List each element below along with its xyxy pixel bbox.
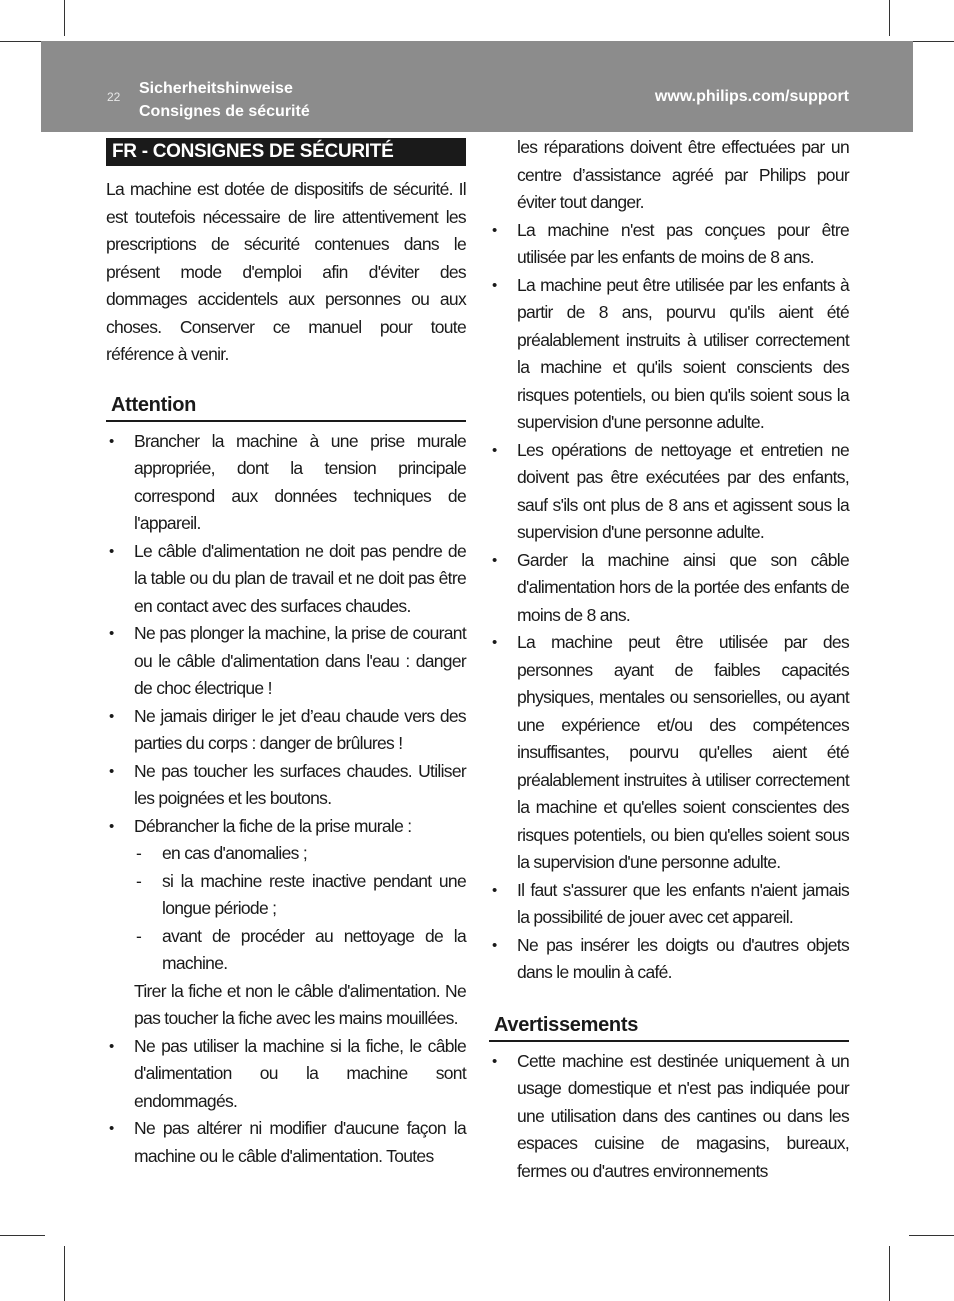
- list-item: • Brancher la machine à une prise murale appropriée, dont la tension principale correspond aux données techniques de l'appareil.: [106, 428, 466, 538]
- list-item: • La machine n'est pas conçues pour être utilisée par les enfants de moins de 8 ans.: [489, 217, 849, 272]
- sub-list-item: - avant de procéder au nettoyage de la machine.: [134, 923, 466, 978]
- crop-mark: [0, 41, 45, 42]
- support-url: www.philips.com/support: [654, 88, 849, 105]
- unplug-note: Tirer la fiche et non le câble d'alimentation. Ne pas toucher la fiche avec les mains mouillées.: [134, 980, 466, 1028]
- sub-list-item: - si la machine reste inactive pendant une longue période ;: [134, 868, 466, 923]
- left-column: [106, 138, 466, 1170]
- list-item: • Ne pas insérer les doigts ou d'autres objets dans le moulin à café.: [489, 932, 849, 987]
- list-item: • Ne pas toucher les surfaces chaudes. Utiliser les poignées et les boutons.: [106, 758, 466, 813]
- repair-text-continued: les réparations doivent être effectuées par un centre d’assistance agréé par Philips pour éviter tout danger.: [517, 137, 849, 212]
- page-number: 22: [107, 90, 121, 104]
- section-title: FR - CONSIGNES DE SÉCURITÉ: [106, 138, 466, 166]
- crop-mark: [64, 1246, 65, 1301]
- attention-list: [106, 428, 466, 1171]
- unplug-sublist: [134, 840, 466, 978]
- attention-heading: Attention: [106, 391, 466, 422]
- list-item-unplug: [106, 813, 466, 1033]
- list-item: • Garder la machine ainsi que son câble d'alimentation hors de la portée des enfants de moins de 8 ans.: [489, 547, 849, 630]
- crop-mark: [909, 1235, 954, 1236]
- header-title-fr: Consignes de sécurité: [139, 103, 310, 120]
- unplug-lead: Débrancher la fiche de la prise murale :: [134, 815, 412, 836]
- sub-list-item: - en cas d'anomalies ;: [134, 840, 466, 868]
- list-item: • Ne jamais diriger le jet d’eau chaude vers des parties du corps : danger de brûlures !: [106, 703, 466, 758]
- right-column: [489, 134, 849, 1185]
- list-item: • Les opérations de nettoyage et entretien ne doivent pas être exécutées par des enfants, sauf s'ils ont plus de 8 ans et agissent sous la supervision d'une personne adulte.: [489, 437, 849, 547]
- repair-text-start: Ne pas altérer ni modifier d'aucune façon la machine ou le câble d'alimentation. Toutes: [134, 1118, 466, 1166]
- crop-mark: [64, 0, 65, 36]
- header-title: [139, 77, 310, 123]
- page-header: [41, 41, 913, 132]
- list-item: • Ne pas utiliser la machine si la fiche, le câble d'alimentation ou la machine sont endommagés.: [106, 1033, 466, 1116]
- intro-paragraph: La machine est dotée de dispositifs de sécurité. Il est toutefois nécessaire de lire attentivement les prescriptions de sécurité contenues dans le présent mode d'emploi afin d'éviter des dommages accidentels aux personnes ou aux choses. Conserver ce manuel pour toute référence à venir.: [106, 179, 466, 364]
- list-item: • Ne pas plonger la machine, la prise de courant ou le câble d'alimentation dans l'eau : danger de choc électrique !: [106, 620, 466, 703]
- crop-mark: [889, 0, 890, 36]
- crop-mark: [889, 1246, 890, 1301]
- list-item: • Il faut s'assurer que les enfants n'aient jamais la possibilité de jouer avec cet appareil.: [489, 877, 849, 932]
- list-item-continued: [106, 1115, 466, 1170]
- crop-mark: [909, 41, 954, 42]
- list-item: • Le câble d'alimentation ne doit pas pendre de la table ou du plan de travail et ne doit pas être en contact avec des surfaces chaudes.: [106, 538, 466, 621]
- list-item: • Cette machine est destinée uniquement à un usage domestique et n'est pas indiquée pour une utilisation dans des cantines ou dans les espaces cuisine de magasins, bureaux, fermes ou d'autres environnements: [489, 1048, 849, 1186]
- warnings-heading: Avertissements: [489, 1011, 849, 1042]
- warnings-list: [489, 1048, 849, 1186]
- attention-list-continued: [489, 217, 849, 987]
- header-title-de: Sicherheitshinweise: [139, 80, 293, 97]
- list-item: • La machine peut être utilisée par les enfants à partir de 8 ans, pourvu qu'ils aient été préalablement instruits à utiliser correctement la machine et qu'ils soient conscients des risques potentiels, ou bien qu'ils soient sous la supervision d'une personne adulte.: [489, 272, 849, 437]
- list-item: • La machine peut être utilisée par des personnes ayant de faibles capacités physiques, mentales ou sensorielles, ou ayant une expérience et/ou des compétences insuffisantes, pourvu qu'elles aient été préalablement instruites à utiliser correctement la machine et qu'elles soient conscientes des risques potentiels, ou bien qu'elles soient sous la supervision d'une personne adulte.: [489, 629, 849, 877]
- crop-mark: [0, 1235, 45, 1236]
